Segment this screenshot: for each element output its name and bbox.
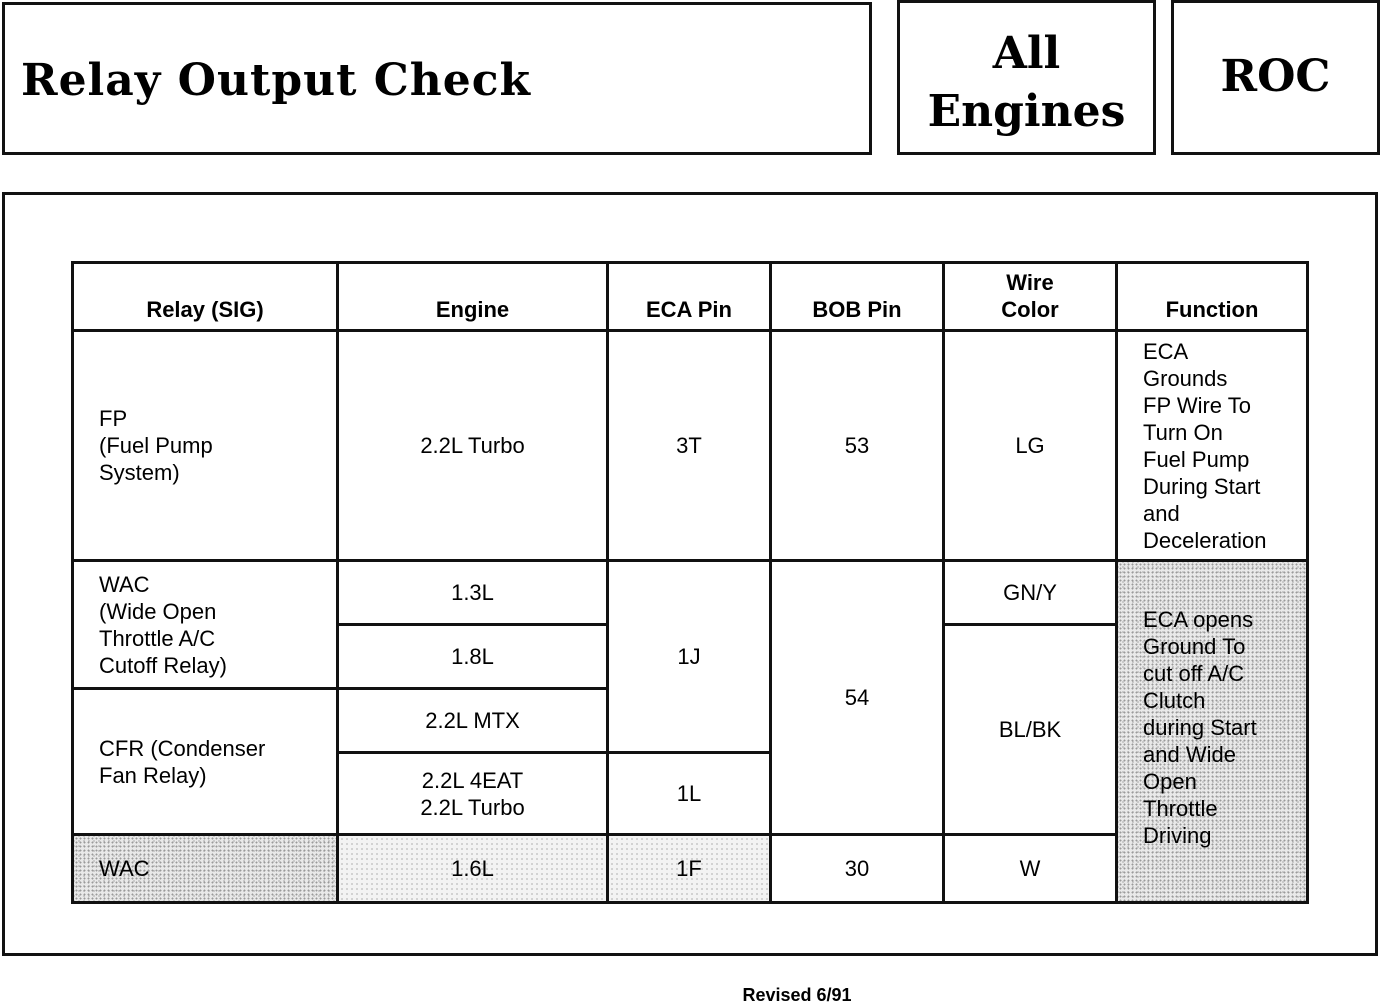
header-bob-pin: BOB Pin xyxy=(771,263,944,331)
engines-line2: Engines xyxy=(927,86,1126,137)
cell-eca-pin-fp: 3T xyxy=(608,331,771,561)
cell-engine-fp: 2.2L Turbo xyxy=(338,331,608,561)
title-box xyxy=(2,2,872,155)
header-wire-color: Wire Color xyxy=(944,263,1117,331)
cell-wire-color-gn-y: GN/Y xyxy=(944,561,1117,625)
engines-box xyxy=(897,0,1156,155)
header-function: Function xyxy=(1117,263,1308,331)
cell-bob-pin-54: 54 xyxy=(771,561,944,835)
cell-bob-pin-fp: 53 xyxy=(771,331,944,561)
table-row-1-3l xyxy=(73,561,1308,625)
cell-engine-2-2l-4eat-turbo: 2.2L 4EAT 2.2L Turbo xyxy=(338,753,608,835)
cell-relay-fp: FP (Fuel Pump System) xyxy=(73,331,338,561)
engines-line1: All xyxy=(992,28,1061,79)
code-box xyxy=(1171,0,1380,155)
cell-function-fp: ECA Grounds FP Wire To Turn On Fuel Pump During Start and Deceleration xyxy=(1117,331,1308,561)
table-row-fp xyxy=(73,331,1308,561)
cell-engine-1-3l: 1.3L xyxy=(338,561,608,625)
section-code: ROC xyxy=(1220,51,1331,102)
cell-wire-color-w: W xyxy=(944,835,1117,903)
header-engine: Engine xyxy=(338,263,608,331)
cell-relay-wac: WAC (Wide Open Throttle A/C Cutoff Relay) xyxy=(73,561,338,689)
header-eca-pin: ECA Pin xyxy=(608,263,771,331)
revision-note: Revised 6/91 xyxy=(742,985,852,1005)
cell-engine-1-8l: 1.8L xyxy=(338,625,608,689)
cell-eca-pin-1j: 1J xyxy=(608,561,771,753)
header-row xyxy=(73,263,1308,331)
cell-wire-color-fp: LG xyxy=(944,331,1117,561)
engines-label xyxy=(900,25,1153,141)
cell-relay-wac-1-6l: WAC xyxy=(73,835,338,903)
cell-engine-1-6l: 1.6L xyxy=(338,835,608,903)
header-relay: Relay (SIG) xyxy=(73,263,338,331)
relay-output-table xyxy=(71,261,1309,904)
page-title: Relay Output Check xyxy=(21,55,531,106)
cell-function-wac: ECA opens Ground To cut off A/C Clutch during Start and Wide Open Throttle Driving xyxy=(1117,561,1308,903)
cell-wire-color-bl-bk: BL/BK xyxy=(944,625,1117,835)
cell-eca-pin-1l: 1L xyxy=(608,753,771,835)
cell-engine-2-2l-mtx: 2.2L MTX xyxy=(338,689,608,753)
cell-relay-cfr: CFR (Condenser Fan Relay) xyxy=(73,689,338,835)
cell-bob-pin-30: 30 xyxy=(771,835,944,903)
cell-eca-pin-1f: 1F xyxy=(608,835,771,903)
